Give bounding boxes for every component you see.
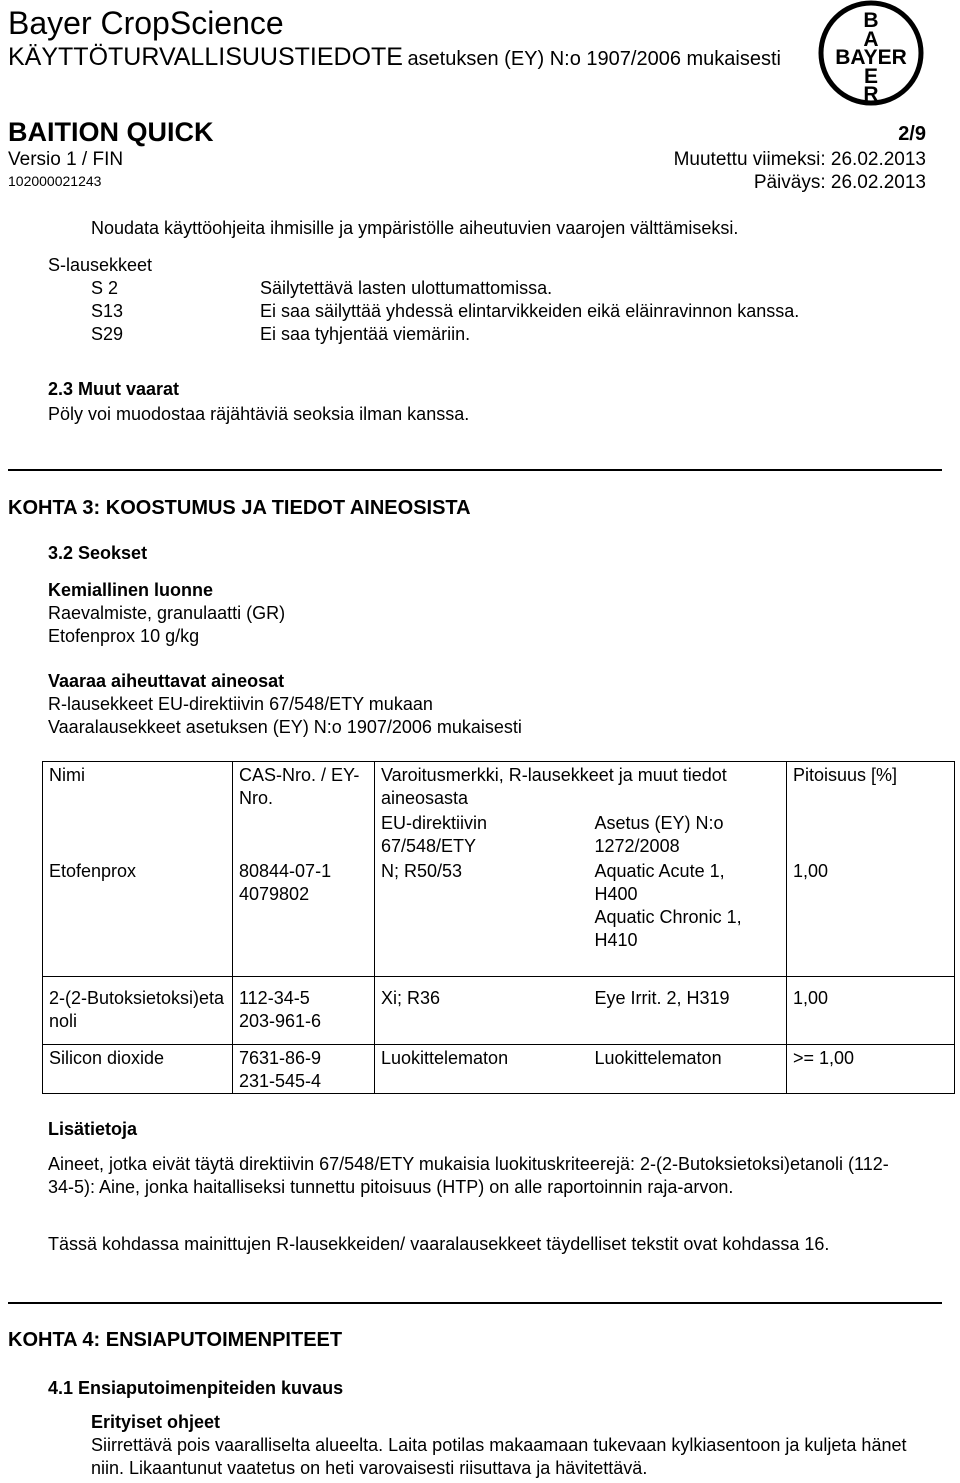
- cas-number: 7631-86-9: [239, 1047, 322, 1068]
- section4-subtitle: 4.1 Ensiaputoimenpiteiden kuvaus: [48, 1378, 344, 1398]
- section3-title: KOHTA 3: KOOSTUMUS JA TIEDOT AINEOSISTA: [8, 497, 471, 519]
- bayer-logo: [818, 0, 924, 106]
- product-name: BAITION QUICK: [8, 117, 214, 147]
- document-number: 102000021243: [8, 173, 102, 189]
- s-phrases-title: S-lausekkeet: [48, 255, 153, 275]
- cell-eu-class: Xi; R36: [375, 976, 589, 1044]
- cell-cas-ec: [233, 976, 375, 1044]
- special-instructions-title: Erityiset ohjeet: [91, 1412, 221, 1432]
- chemical-nature-line: Raevalmiste, granulaatti (GR): [48, 603, 286, 623]
- table-row: [43, 976, 955, 1044]
- ec-number: 231-545-4: [239, 1070, 322, 1091]
- s-phrase-text: Ei saa säilyttää yhdessä elintarvikkeiden eikä eläinravinnon kanssa.: [260, 301, 800, 321]
- header-concentration: Pitoisuus [%]: [787, 762, 955, 859]
- cell-cas-ec: [233, 1044, 375, 1093]
- header-name: Nimi: [43, 762, 233, 859]
- cell-concentration: 1,00: [787, 858, 955, 976]
- table-row: [43, 858, 955, 976]
- section-divider: [8, 1302, 942, 1304]
- logo-letter-r: R: [863, 83, 879, 106]
- s-phrase-code: S13: [91, 301, 124, 321]
- revised-date: Muutettu viimeksi: 26.02.2013: [673, 149, 926, 170]
- logo-letter-e: E: [863, 65, 879, 88]
- table-header-row: [43, 762, 955, 811]
- s-phrase-text: Säilytettävä lasten ulottumattomissa.: [260, 278, 553, 298]
- section4-title: KOHTA 4: ENSIAPUTOIMENPITEET: [8, 1329, 343, 1351]
- other-hazards-text: Pöly voi muodostaa räjähtäviä seoksia ilman kanssa.: [48, 404, 470, 424]
- page-number: 2/9: [898, 123, 926, 145]
- ec-number: 4079802: [239, 884, 310, 904]
- composition-table: [42, 761, 955, 1094]
- reg-class-line: Aquatic Chronic 1, H410: [594, 907, 742, 950]
- document-type-main: KÄYTTÖTURVALLISUUSTIEDOTE: [8, 43, 403, 71]
- s-phrase-text: Ei saa tyhjentää viemäriin.: [260, 324, 471, 344]
- cell-reg-class: [589, 858, 787, 976]
- hazardous-components-title: Vaaraa aiheuttavat aineosat: [48, 671, 285, 691]
- hazardous-components-line: R-lausekkeet EU-direktiivin 67/548/ETY mukaan: [48, 694, 433, 714]
- cell-name: Silicon dioxide: [43, 1044, 233, 1093]
- version-line: [8, 148, 123, 172]
- s-phrase-code: S 2: [91, 278, 119, 298]
- intro-text: Noudata käyttöohjeita ihmisille ja ympäristölle aiheutuvien vaarojen välttämiseksi.: [91, 218, 739, 238]
- additional-info-paragraph: Aineet, jotka eivät täytä direktiivin 67/548/ETY mukaisia luokituskriteerejä: 2-(2-Butoksietoksi)etanoli (112-34-5): Aine, jonka haitalliseksi tunnettu pitoisuus (HTP) on alle raportoinnin raja-arvon.: [48, 1154, 889, 1197]
- logo-letter-b: B: [863, 9, 879, 32]
- logo-word-bayer: BAYER: [835, 46, 907, 69]
- cell-eu-class: Luokittelematon: [375, 1044, 589, 1093]
- logo-letter-a: A: [863, 28, 879, 51]
- cell-reg-class: Luokittelematon: [589, 1044, 787, 1093]
- cas-number: 112-34-5: [239, 987, 310, 1008]
- additional-info-title: Lisätietoja: [48, 1119, 138, 1139]
- ec-number: 203-961-6: [239, 1010, 322, 1031]
- other-hazards-title: 2.3 Muut vaarat: [48, 379, 180, 399]
- s-phrase-code: S29: [91, 324, 124, 344]
- cell-concentration: >= 1,00: [787, 1044, 955, 1093]
- document-type: [8, 42, 781, 76]
- cell-concentration: 1,00: [787, 976, 955, 1044]
- header-cas: CAS-Nro. / EY-Nro.: [233, 762, 375, 859]
- chemical-nature-line: Etofenprox 10 g/kg: [48, 626, 200, 646]
- version-separator: /: [76, 149, 93, 170]
- table-row: [43, 1044, 955, 1093]
- additional-info-paragraph: Tässä kohdassa mainittujen R-lausekkeiden/ vaaralausekkeet täydelliset tekstit ovat kohdassa 16.: [48, 1234, 830, 1254]
- header-classification: Varoitusmerkki, R-lausekkeet ja muut tiedot aineosasta: [375, 762, 787, 811]
- section-divider: [8, 469, 942, 471]
- print-date: Päiväys: 26.02.2013: [753, 172, 926, 193]
- cell-name: Etofenprox: [43, 858, 233, 976]
- document-type-regulation: asetuksen (EY) N:o 1907/2006 mukaisesti: [407, 48, 781, 70]
- language-code: FIN: [92, 149, 124, 170]
- cell-eu-class: N; R50/53: [375, 858, 589, 976]
- cell-name: 2-(2-Butoksietoksi)etanoli: [43, 976, 233, 1044]
- subheader-regulation: Asetus (EY) N:o 1272/2008: [589, 810, 787, 858]
- company-name: Bayer CropScience: [8, 5, 284, 41]
- version-label: Versio 1: [8, 149, 77, 170]
- section3-subtitle: 3.2 Seokset: [48, 543, 148, 563]
- hazardous-components-line: Vaaralausekkeet asetuksen (EY) N:o 1907/2006 mukaisesti: [48, 717, 522, 737]
- cell-reg-class: Eye Irrit. 2, H319: [589, 976, 787, 1044]
- cell-cas-ec: [233, 858, 375, 976]
- subheader-eu: EU-direktiivin 67/548/ETY: [381, 813, 488, 856]
- cas-number: 80844-07-1: [239, 861, 332, 881]
- chemical-nature-title: Kemiallinen luonne: [48, 580, 214, 600]
- special-instructions-text: Siirrettävä pois vaaralliselta alueelta. Laita potilas makaamaan tukevaan kylkiasentoon ja kuljeta hänet niin. Likaantunut vaatetus on heti varovaisesti riisuttava ja hävitettävä.: [91, 1435, 907, 1478]
- reg-class-line: Aquatic Acute 1, H400: [594, 861, 725, 904]
